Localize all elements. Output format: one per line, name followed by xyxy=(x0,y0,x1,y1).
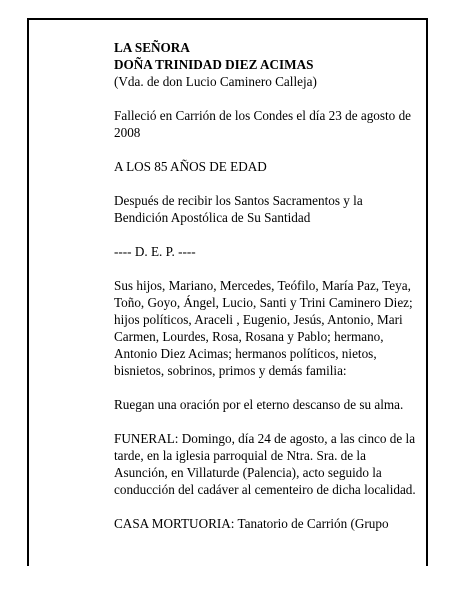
prayer-line: Ruegan una oración por el eterno descanso de su alma. xyxy=(114,397,404,412)
frame-right-border xyxy=(426,18,428,566)
sacraments-line: Después de recibir los Santos Sacramentos y la Bendición Apostólica de Su Santidad xyxy=(114,193,363,225)
frame-top-border xyxy=(27,18,428,20)
death-notice: Falleció en Carrión de los Condes el día 23 de agosto de 2008 xyxy=(114,108,412,140)
family-paragraph: Sus hijos, Mariano, Mercedes, Teófilo, María Paz, Teya, Toño, Goyo, Ángel, Lucio, Santi y Trini Caminero Diez; hijos políticos, Araceli , Eugenio, Jesús, Antonio, Mari Carmen, Lourdes, Rosa, Rosana y Pablo; hermano, Antonio Diez Acimas; hermanos políticos, nietos, bisnietos, sobrinos, primos y demás familia: xyxy=(114,278,413,378)
mortuary-line: CASA MORTUORIA: Tanatorio de Carrión (Grupo xyxy=(114,516,389,531)
frame-left-border xyxy=(27,18,29,566)
title-line: LA SEÑORA xyxy=(114,40,190,55)
widow-note: (Vda. de don Lucio Caminero Calleja) xyxy=(114,74,317,89)
deceased-name: DOÑA TRINIDAD DIEZ ACIMAS xyxy=(114,57,314,72)
funeral-paragraph: FUNERAL: Domingo, día 24 de agosto, a las cinco de la tarde, en la iglesia parroquial de Ntra. Sra. de la Asunción, en Villaturde (Palencia), acto seguido la conducción del cadáver al cementeiro de dicha localidad. xyxy=(114,431,416,497)
age-line: A LOS 85 AÑOS DE EDAD xyxy=(114,159,267,174)
rip-line: ---- D. E. P. ---- xyxy=(114,244,196,259)
obituary-text xyxy=(114,39,420,549)
